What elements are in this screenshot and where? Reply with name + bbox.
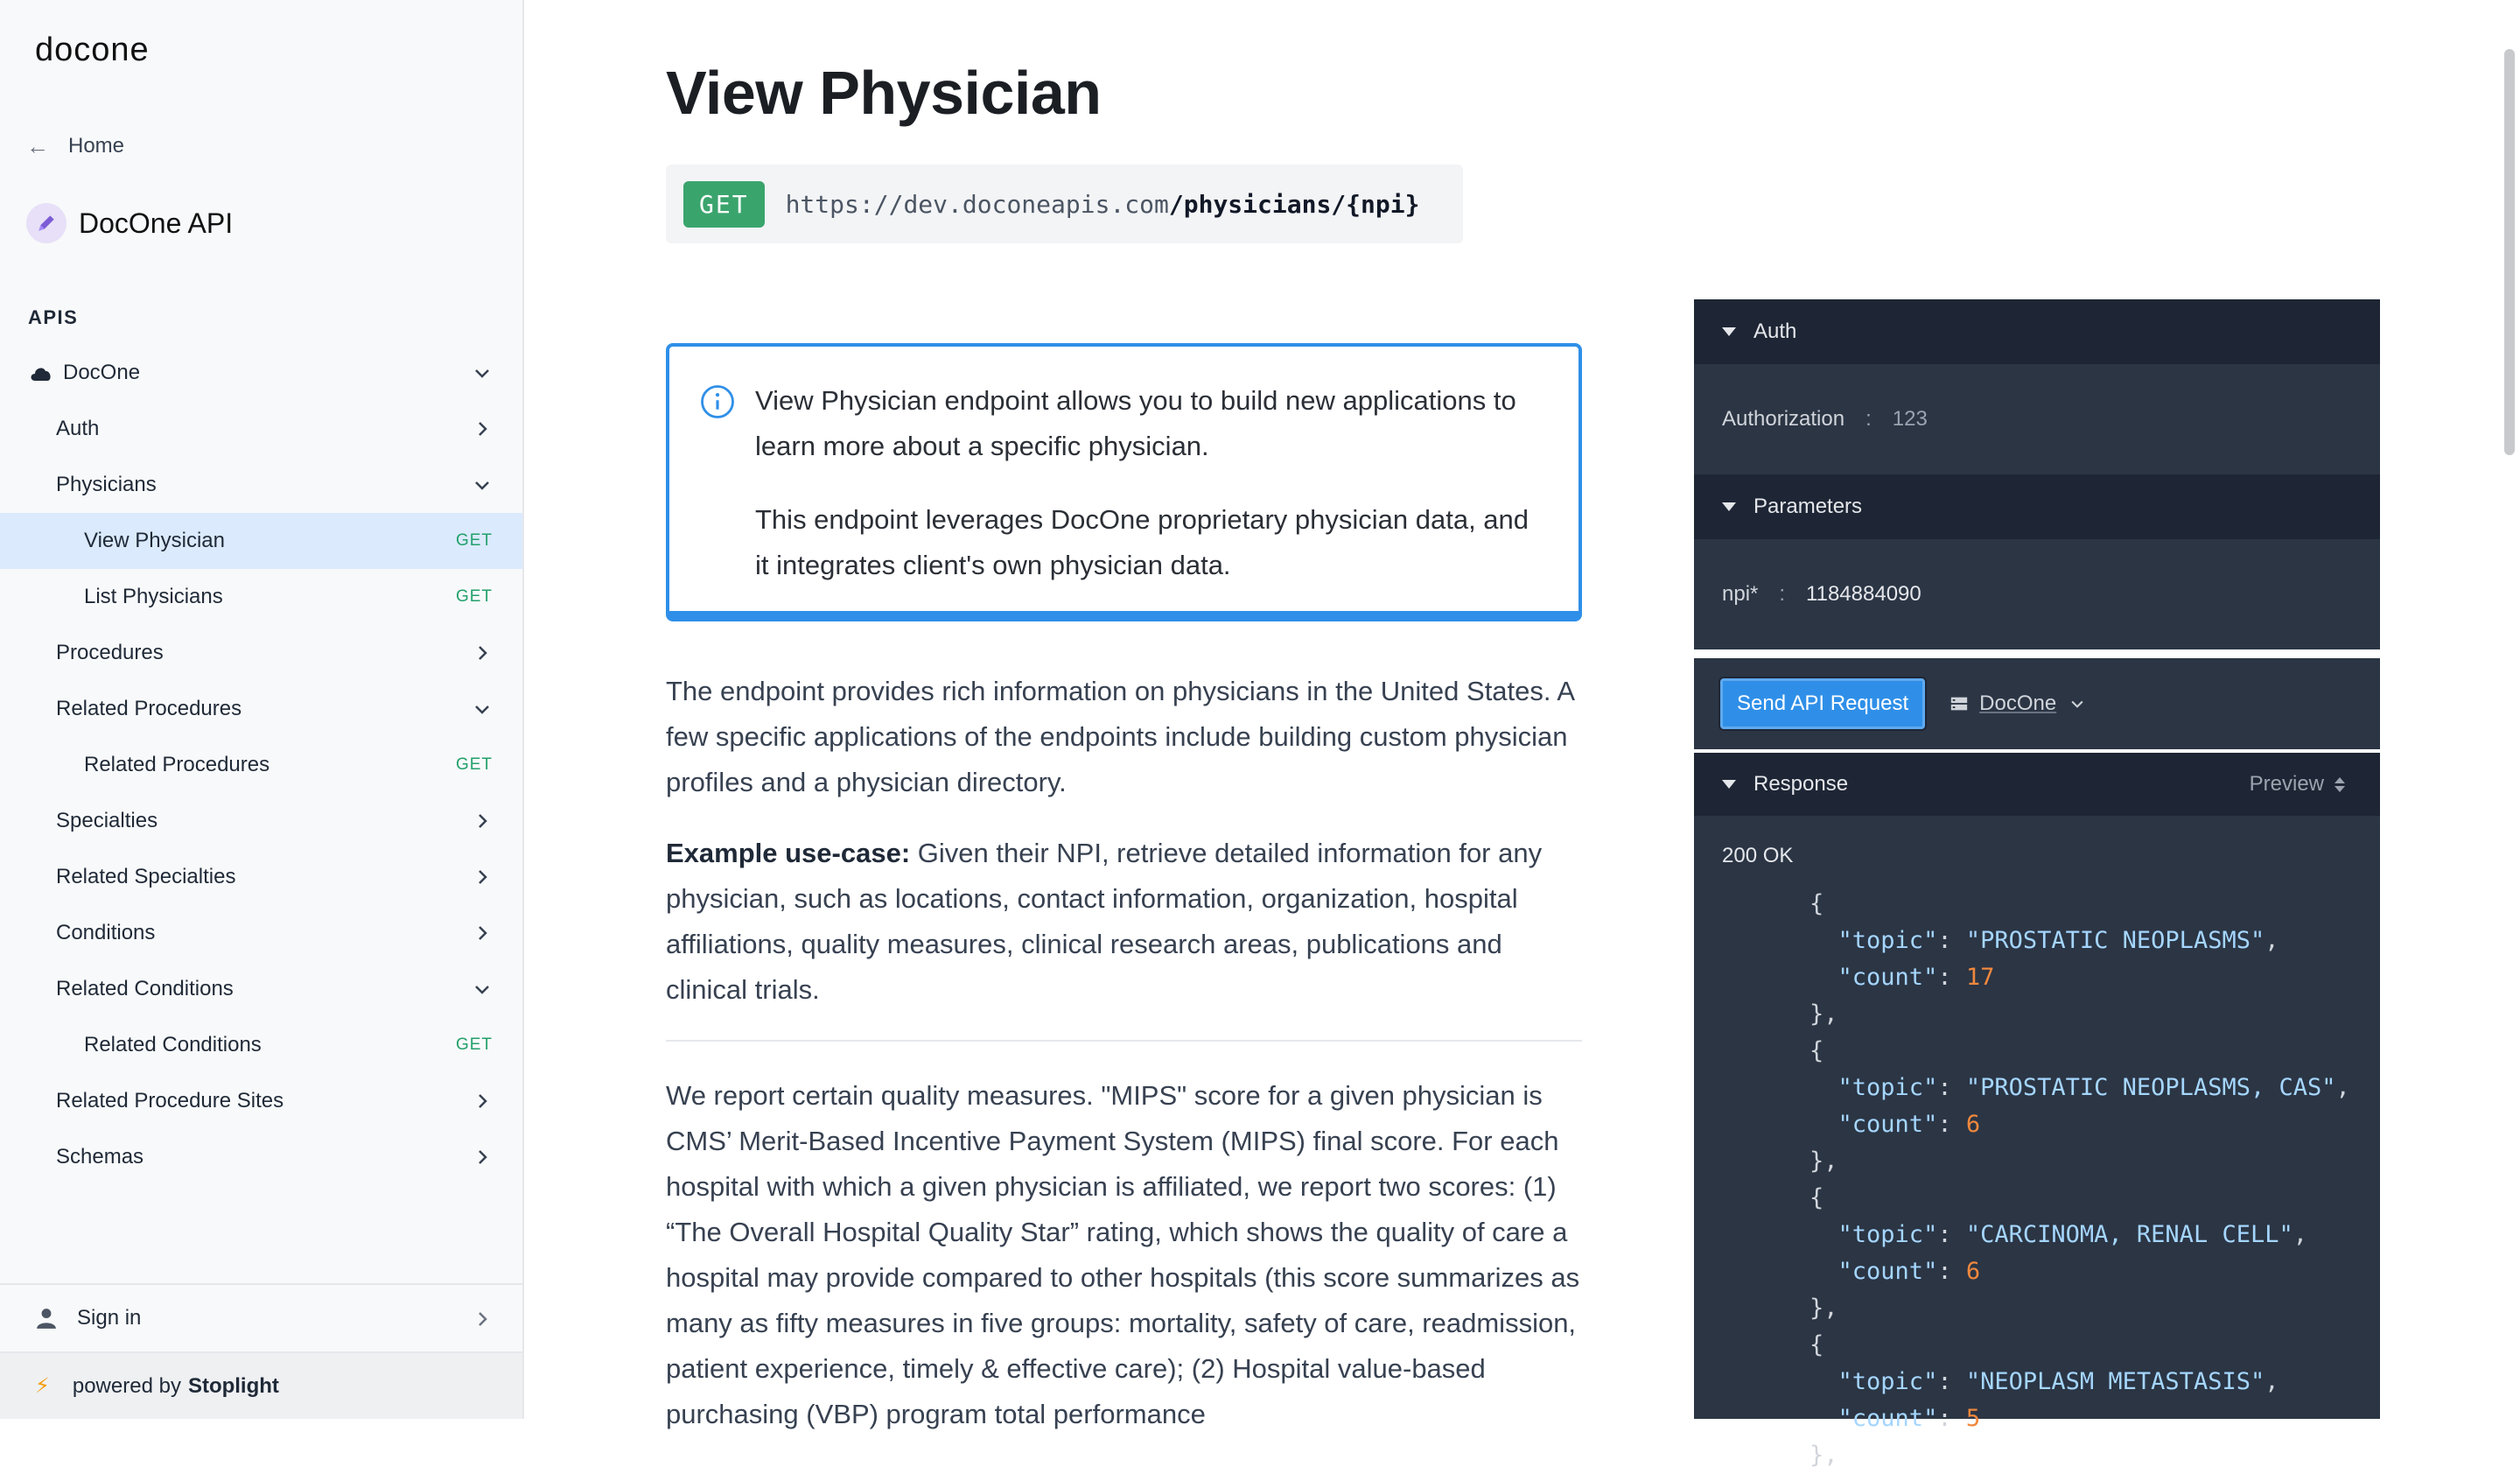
chevron-down-icon [472,345,493,401]
api-title[interactable] [26,203,233,243]
authorization-input[interactable]: 123 [1892,407,1928,431]
url-base: https://dev.doconeapis.com [785,189,1169,219]
server-selector[interactable] [1950,691,2086,716]
authorization-row [1694,364,2380,474]
npi-param-row [1694,539,2380,649]
topic-value: "PROSTATIC NEOPLASMS, CAS" [1965,1074,2336,1101]
get-label: GET [455,1035,493,1054]
server-icon [1950,694,1969,713]
sidebar-item-label: List Physicians [84,585,223,608]
method-tag [456,513,493,569]
chevron-right-icon [472,401,493,457]
sidebar-item-label: View Physician [84,529,225,552]
preview-selector[interactable] [2250,753,2345,816]
url-path: /physicians/{npi} [1168,189,1420,219]
callout-paragraph-2: This endpoint leverages DocOne proprietary physician data, and it integrates client's own physician data. [755,504,1530,580]
sidebar-item-related-specialties[interactable] [0,849,522,905]
parameters-section-header[interactable] [1694,474,2380,539]
caret-down-icon [1722,780,1736,789]
sidebar-item-label: Related Specialties [56,865,236,888]
info-callout [666,343,1582,621]
method-badge: GET [683,181,765,228]
auth-section-header[interactable] [1694,299,2380,364]
chevron-right-icon [472,625,493,681]
content-divider [666,1040,1582,1042]
try-it-panel [1694,299,2380,649]
info-icon [699,383,736,420]
sidebar-item-label: Related Conditions [56,977,234,1000]
pen-logo-icon [26,203,66,243]
server-label: DocOne [1979,691,2057,715]
sidebar-item-label: Physicians [56,473,157,496]
auth-header-label: Auth [1754,319,1797,343]
sort-arrows-icon [2334,777,2345,792]
sidebar-item-procedures[interactable] [0,625,522,681]
description-paragraph: The endpoint provides rich information on physicians in the United States. A few specific applications of the endpoints include building custom physician profiles and a physician directory. [666,676,1574,797]
npi-input[interactable]: 1184884090 [1806,582,1922,606]
chevron-right-icon [472,1073,493,1129]
chevron-right-icon [472,1285,493,1353]
page-title: View Physician [666,59,1102,127]
lightning-icon: ⚡ [35,1374,50,1398]
sidebar-item-related-conditions[interactable] [0,1017,522,1073]
person-icon [35,1307,58,1330]
sidebar-item-related-conditions[interactable] [0,961,522,1017]
sidebar-item-related-procedures[interactable] [0,681,522,737]
arrow-left-icon: ← [26,132,49,159]
chevron-right-icon [472,905,493,961]
sidebar-item-auth[interactable] [0,401,522,457]
sidebar-item-label: Related Procedures [56,697,242,720]
sidebar-item-label: Related Conditions [84,1033,262,1056]
count-value: 17 [1965,964,1995,991]
sidebar-item-related-procedures[interactable] [0,737,522,793]
sidebar-item-related-procedure-sites[interactable] [0,1073,522,1129]
use-case-text: Given their NPI, retrieve detailed information for any physician, such as locations, contact information, organization, hospital affiliations, quality measures, clinical research areas, publications and clinical trials. [666,838,1543,1005]
sidebar-item-label: Related Procedure Sites [56,1089,284,1113]
endpoint-bar [666,165,1463,243]
response-section-header[interactable] [1694,753,2380,816]
get-label: GET [455,587,493,606]
sign-in-row[interactable] [0,1283,522,1351]
send-request-row [1694,658,2380,749]
npi-label: npi* [1722,582,1759,606]
response-panel [1694,749,2380,1469]
chevron-down-icon [472,681,493,737]
chevron-right-icon [472,849,493,905]
topic-value: "PROSTATIC NEOPLASMS" [1965,927,2265,954]
count-value: 5 [1965,1405,1981,1432]
apis-section-label: APIS [28,306,79,328]
callout-paragraph-1: View Physician endpoint allows you to build new applications to learn more about a specific physician. [755,385,1516,461]
topic-value: "CARCINOMA, RENAL CELL" [1965,1221,2293,1248]
sidebar-item-label: DocOne [63,361,141,384]
sidebar-item-specialties[interactable] [0,793,522,849]
use-case-label: Example use-case: [666,838,911,868]
sidebar-item-label: Related Procedures [84,753,270,776]
chevron-down-icon [472,457,493,513]
method-tag [456,1017,493,1073]
brand-logo[interactable]: docone [35,32,150,68]
method-tag [456,737,493,793]
sidebar-item-label: Auth [56,417,100,440]
response-body: { "topic": "PROSTATIC NEOPLASMS", "count": 17 }, { "topic": "PROSTATIC NEOPLASMS, CAS", "count": 6 }, { "topic": "CARCINOMA, RENAL CELL", "count": 6 }, { "topic": "NEOPLASM METASTASIS", "count": 5 }, [1810,890,2350,1469]
chevron-right-icon [472,793,493,849]
sidebar-item-label: Specialties [56,809,158,832]
topic-value: "NEOPLASM METASTASIS" [1965,1368,2265,1395]
use-case-paragraph [666,831,1585,1013]
caret-down-icon [1722,327,1736,336]
caret-down-icon [1722,502,1736,511]
sign-in-label: Sign in [77,1306,142,1330]
get-label: GET [455,755,493,774]
page-scrollbar[interactable] [2504,49,2515,455]
chevron-down-icon [2068,695,2086,712]
cloud-icon [28,362,54,383]
get-label: GET [455,531,493,550]
home-label: Home [68,134,125,158]
sidebar-item-schemas[interactable] [0,1129,522,1185]
sidebar-item-label: Schemas [56,1145,144,1169]
sidebar [0,0,524,1419]
authorization-label: Authorization [1722,407,1845,431]
sidebar-item-conditions[interactable] [0,905,522,961]
home-link[interactable] [26,131,124,161]
quality-measures-paragraph: We report certain quality measures. "MIPS" score for a given physician is CMS’ Merit-Based Incentive Payment System (MIPS) final score. For each hospital with which a given physician is affiliated, we report two scores: (1) “The Overall Hospital Quality Star” rating, which shows the quality of care a hospital may provide compared to other hospitals (this score summarizes as many as fifty measures in five groups: mortality, safety of care, readmission, patient experience, timely & effective care); (2) Hospital value-based purchasing (VBP) program total performance [666,1080,1580,1429]
parameters-header-label: Parameters [1754,495,1863,518]
colon-separator: : [1779,582,1786,606]
sidebar-item-view-physician[interactable] [0,513,522,569]
method-tag [456,569,493,625]
count-value: 6 [1965,1258,1981,1285]
sidebar-item-list-physicians[interactable] [0,569,522,625]
endpoint-url [786,190,1420,219]
sidebar-nav [0,345,522,1185]
sidebar-item-physicians[interactable] [0,457,522,513]
powered-prefix: powered by [72,1373,181,1398]
send-api-request-button[interactable]: Send API Request [1720,678,1925,729]
count-value: 6 [1965,1111,1981,1138]
chevron-right-icon [472,1129,493,1185]
sidebar-item-label: Procedures [56,641,164,664]
chevron-down-icon [472,961,493,1017]
api-title-label: DocOne API [79,207,234,239]
sidebar-item-label: Conditions [56,921,156,944]
powered-brand: Stoplight [187,1373,279,1398]
powered-by-footer[interactable] [0,1351,522,1419]
preview-label: Preview [2249,772,2324,796]
colon-separator: : [1866,407,1872,431]
sidebar-item-docone[interactable] [0,345,522,401]
response-header-label: Response [1754,772,1849,796]
response-status: 200 OK [1722,844,1794,867]
